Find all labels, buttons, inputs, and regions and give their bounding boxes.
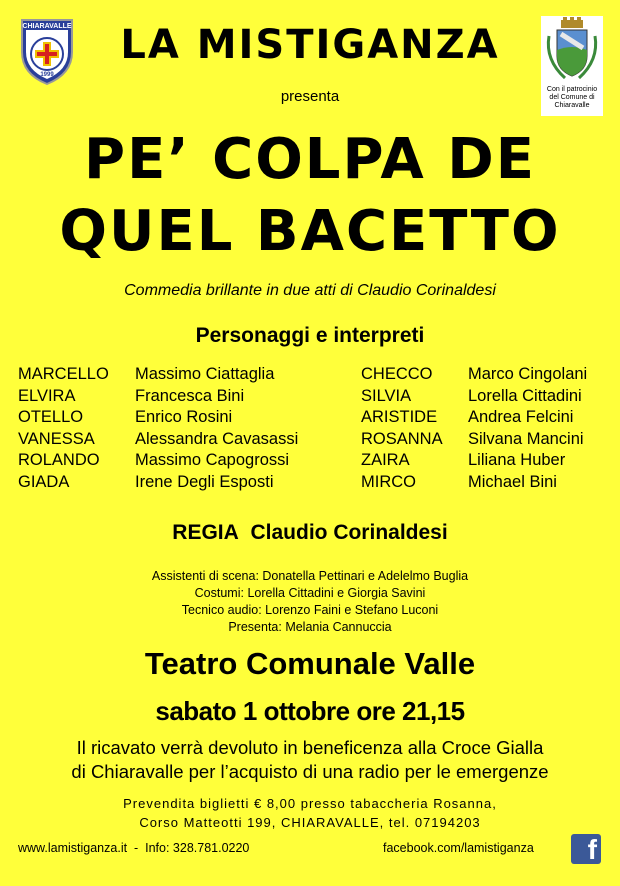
ticket-presale-info	[0, 794, 620, 832]
play-title-line2: QUEL BACETTO	[59, 199, 561, 264]
role-name: OTELLO	[18, 408, 84, 426]
patronage-line: Con il patrocinio	[546, 86, 598, 93]
crew-line: Assistenti di scena: Donatella Pettinari e Adelelmo Buglia	[151, 569, 469, 583]
presale-line: Prevendita biglietti € 8,00 presso tabaccheria Rosanna,	[123, 796, 497, 811]
crew-line: Tecnico audio: Lorenzo Faini e Stefano Luconi	[181, 603, 439, 617]
patronage-line: Chiaravalle	[554, 102, 590, 109]
company-name: LA MISTIGANZA	[120, 22, 500, 68]
presale-line: Corso Matteotti 199, CHIARAVALLE, tel. 07194203	[139, 815, 481, 830]
role-name: GIADA	[18, 472, 70, 491]
role-name: CHECCO	[361, 365, 433, 383]
actor-name: Lorella Cittadini	[468, 386, 582, 405]
role-name: VANESSA	[18, 429, 95, 448]
logo-text-bottom: 1999	[40, 72, 54, 78]
crew-line: Presenta: Melania Cannuccia	[228, 620, 392, 634]
cast-heading: Personaggi e interpreti	[195, 324, 425, 347]
actor-name: Massimo Capogrossi	[135, 451, 290, 469]
actor-name: Francesca Bini	[135, 386, 245, 405]
logo-text-top: CHIARAVALLE	[22, 23, 72, 30]
role-name: MIRCO	[361, 472, 416, 491]
presenta-label: presenta	[280, 88, 340, 105]
actor-name: Liliana Huber	[468, 451, 566, 469]
role-name: MARCELLO	[18, 365, 109, 383]
play-title-line1: PE’ COLPA DE	[84, 127, 536, 192]
director-name: Claudio Corinaldesi	[250, 521, 448, 544]
actor-name: Silvana Mancini	[468, 429, 584, 448]
cast-left-actors	[135, 364, 298, 493]
role-name: ROLANDO	[18, 451, 100, 469]
role-name: SILVIA	[361, 386, 412, 405]
crew-credits	[0, 568, 620, 636]
event-date: sabato 1 ottobre ore 21,15	[155, 696, 465, 726]
facebook-glyph: f	[587, 834, 597, 865]
patronage-line: del Comune di	[549, 94, 595, 101]
actor-name: Michael Bini	[468, 472, 557, 491]
play-subtitle: Commedia brillante in due atti di Claudio Corinaldesi	[124, 282, 496, 299]
facebook-icon[interactable]	[571, 834, 601, 864]
role-name: ELVIRA	[18, 386, 76, 405]
role-name: ZAIRA	[361, 451, 410, 469]
venue-name: Teatro Comunale Valle	[144, 646, 476, 681]
actor-name: Enrico Rosini	[135, 408, 233, 426]
cast-left-roles	[18, 364, 109, 493]
actor-name: Massimo Ciattaglia	[135, 365, 275, 383]
actor-name: Andrea Felcini	[468, 408, 574, 426]
role-name: ARISTIDE	[361, 408, 438, 426]
cast-right-roles	[361, 364, 443, 493]
charity-line: di Chiaravalle per l’acquisto di una radio per le emergenze	[71, 761, 549, 782]
director-label: REGIA	[172, 521, 239, 544]
website-info-link[interactable]: www.lamistiganza.it - Info: 328.781.0220	[18, 841, 250, 855]
facebook-link[interactable]: facebook.com/lamistiganza	[383, 841, 534, 855]
crew-line: Costumi: Lorella Cittadini e Giorgia Savini	[194, 586, 426, 600]
charity-notice	[0, 736, 620, 784]
director-credit	[0, 521, 620, 545]
charity-line: Il ricavato verrà devoluto in beneficenza alla Croce Gialla	[76, 737, 544, 758]
actor-name: Irene Degli Esposti	[135, 472, 274, 491]
cast-right-actors	[468, 364, 587, 493]
actor-name: Alessandra Cavasassi	[135, 429, 299, 448]
role-name: ROSANNA	[361, 429, 443, 448]
actor-name: Marco Cingolani	[468, 365, 588, 383]
